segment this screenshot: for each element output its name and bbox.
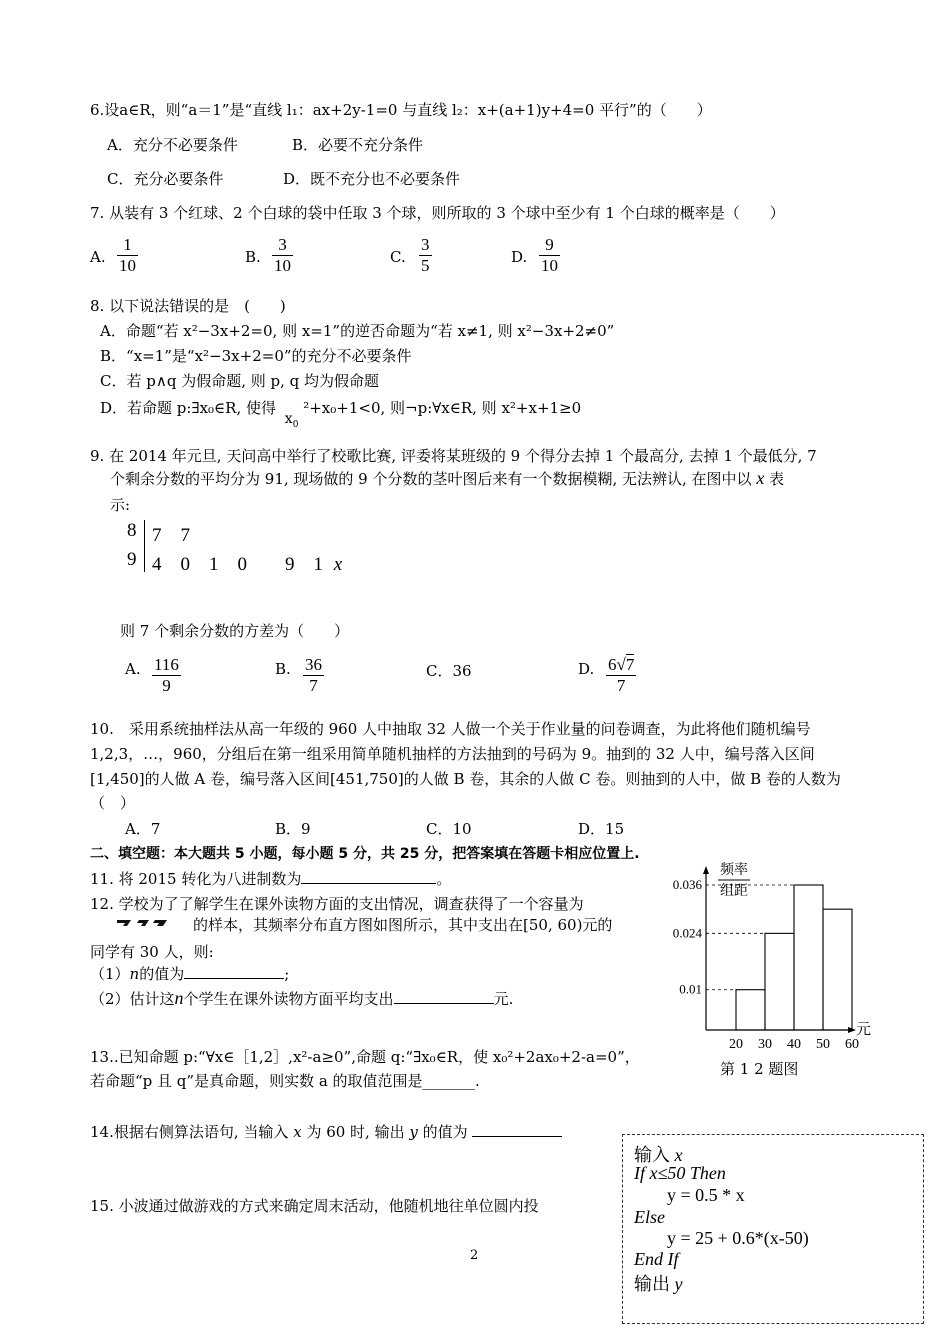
histogram-bar-2: [794, 885, 823, 1030]
q9-a-fraction: [152, 655, 181, 696]
q8-stem: 8. 以下说法错误的是 ( ): [90, 297, 286, 315]
denominator: 10: [119, 256, 136, 275]
q6-option-a: A．充分不必要条件: [107, 136, 238, 154]
q7-c-label: C.: [390, 248, 406, 266]
stem-leaf-leaves-9: [152, 549, 342, 576]
q12-sub1-post: 的值为: [139, 965, 185, 983]
numerator: 3: [278, 235, 287, 254]
x-tick-label-4: 60: [845, 1037, 859, 1052]
q9-b-fraction: [303, 655, 324, 696]
x-tick-label-1: 30: [758, 1037, 772, 1052]
q8-option-d: [100, 397, 582, 430]
numerator: [606, 655, 636, 675]
q14-answer-blank[interactable]: [472, 1136, 562, 1137]
q12-sub1: [90, 963, 289, 984]
q13-line1: 13..已知命题 p:“∀x∈［1,2］,x²-a≥0”,命题 q:“∃x₀∈R，使 x₀²+2ax₀+2-a=0”，: [90, 1048, 640, 1066]
algo-line-3: y = 0.5 * x: [667, 1185, 745, 1205]
radicand: 7: [625, 655, 635, 674]
q9-ask: 则 7 个剩余分数的方差为（ ）: [120, 622, 350, 640]
q11-text: 11. 将 2015 转化为八进制数为: [90, 870, 302, 888]
q10-option-b: B．9: [275, 820, 311, 838]
stem-leaf-divider: [144, 520, 145, 572]
x-tick-label-0: 20: [729, 1037, 743, 1052]
q8-d-sub: 0: [292, 419, 299, 430]
denominator: 9: [152, 675, 181, 696]
q6-stem: 6.设a∈R，则“a＝1”是“直线 l₁：ax+2y-1=0 与直线 l₂：x+(a+1)y+4=0 平行”的（ ）: [90, 101, 712, 119]
q14-post: 的值为: [422, 1123, 468, 1141]
algo-line-6: End If: [634, 1249, 679, 1269]
algo-line-2: If x≤50 Then: [634, 1163, 726, 1183]
algo-l7-pre: 输出: [634, 1274, 675, 1294]
q7-b-fraction: [272, 235, 293, 276]
q8-d-x0: [284, 411, 299, 430]
q9-b-label: B.: [275, 660, 291, 678]
histogram-bar-3: [823, 909, 852, 1030]
q9-a-label: A.: [125, 660, 141, 678]
q6-option-c: C．充分必要条件: [107, 170, 224, 188]
algo-l1-pre: 输入: [634, 1145, 675, 1165]
chart-caption: 第 1 2 题图: [720, 1060, 799, 1078]
q11-end: 。: [436, 870, 452, 888]
denominator: 10: [274, 256, 291, 275]
stem-leaf-leaves-8: 7 7: [152, 525, 191, 546]
q8-option-a: A．命题“若 x²−3x+2=0, 则 x=1”的逆否命题为“若 x≠1, 则 x²−3x+2≠0”: [100, 322, 615, 340]
q6-option-b: B．必要不充分条件: [292, 136, 424, 154]
q9-line3: 示:: [110, 496, 131, 514]
q9-line2-text: 个剩余分数的平均分为 91, 现场做的 9 个分数的茎叶图后来有一个数据模糊, 无法辨认, 在图中以: [110, 470, 752, 488]
q12-sub2: [90, 988, 513, 1009]
x-axis-label: 元: [856, 1022, 872, 1038]
q14-var-y: y: [409, 1123, 418, 1141]
q14: [90, 1121, 562, 1142]
q7-stem: 7. 从装有 3 个红球、2 个白球的袋中任取 3 个球，则所取的 3 个球中至少有 1 个白球的概率是（ ）: [90, 204, 785, 222]
section-2-title: 二、填空题：本大题共 5 小题，每小题 5 分，共 25 分，把答案填在答题卡相应位置上.: [90, 846, 640, 862]
coefficient: 6: [608, 655, 617, 674]
q13-line2: 若命题“p 且 q”是真命题，则实数 a 的取值范围是_______.: [90, 1072, 480, 1090]
y-tick-label-0: 0.01: [679, 981, 702, 997]
frequency-histogram: [660, 862, 880, 1057]
q14-var-x: x: [293, 1123, 302, 1141]
q9-line1: 9. 在 2014 年元旦, 天问高中举行了校歌比赛, 评委将某班级的 9 个得分去掉 1 个最高分, 去掉 1 个最低分, 7: [90, 447, 817, 465]
q12-sub1-blank[interactable]: [184, 978, 284, 979]
algo-line-4: Else: [634, 1207, 665, 1227]
algo-l7-var: y: [674, 1274, 683, 1294]
q12-sub2-var: n: [174, 988, 184, 1008]
q15: 15. 小波通过做游戏的方式来确定周末活动，他随机地往单位圆内投: [90, 1197, 539, 1215]
numerator: 3: [421, 235, 430, 254]
numerator: 1: [123, 235, 132, 254]
q12-line2: 的样本，其频率分布直方图如图所示，其中支出在[50, 60)元的: [193, 916, 613, 934]
denominator: 7: [606, 675, 636, 696]
q12-sub1-var: n: [129, 965, 140, 983]
q10-line4: （ ）: [90, 794, 136, 812]
q9-line2-var: x: [756, 468, 765, 488]
q12-sub2-pre: （2）估计这: [90, 990, 175, 1008]
q7-c-fraction: [419, 235, 432, 276]
q11: [90, 868, 451, 889]
q10-line2: 1,2,3，…，960，分组后在第一组采用简单随机抽样的方法抽到的号码为 9。抽到的 32 人中，编号落入区间: [90, 745, 815, 763]
q8-d-x: x: [284, 411, 293, 427]
denominator: 10: [541, 256, 558, 275]
q10-line3: [1,450]的人做 A 卷，编号落入区间[451,750]的人做 B 卷，其余的人做 C 卷。则抽到的人中，做 B 卷的人数为: [90, 770, 841, 788]
q10-option-a: A．7: [125, 820, 161, 838]
histogram-bar-0: [736, 990, 765, 1030]
q14-pre: 14.根据右侧算法语句, 当输入: [90, 1123, 289, 1141]
stem-leaf-stem-9: 9: [127, 549, 137, 570]
q12-sub2-end: 元.: [493, 990, 514, 1008]
y-axis-arrow-icon: [703, 866, 709, 874]
stem-leaf-stem-8: 8: [127, 520, 137, 541]
y-tick-label-2: 0.036: [672, 877, 702, 892]
y-tick-label-1: 0.024: [672, 925, 702, 941]
sqrt-icon: √: [616, 655, 626, 674]
q7-d-label: D.: [511, 248, 528, 266]
x-tick-label-3: 50: [816, 1037, 830, 1052]
leaves-9-values: 4 0 1 0 9 1: [152, 554, 324, 575]
q7-a-fraction: [117, 235, 138, 276]
q12-sub2-blank[interactable]: [394, 1003, 494, 1004]
q12-line3: 同学有 30 人，则:: [90, 943, 214, 961]
numerator: 9: [545, 235, 554, 254]
q9-line2: [110, 468, 784, 489]
q8-option-c: C．若 p∧q 为假命题, 则 p, q 均为假命题: [100, 372, 380, 390]
q12-line1: 12. 学校为了了解学生在课外读物方面的支出情况，调查获得了一个容量为: [90, 895, 584, 913]
q6-option-d: D．既不充分也不必要条件: [283, 170, 461, 188]
histogram-bar-1: [765, 933, 794, 1030]
y-label-top: 频率: [720, 863, 748, 878]
leaves-9-unknown: x: [333, 554, 343, 575]
algo-line-7: [634, 1270, 683, 1296]
q8-d-pre: D．若命题 p:∃x₀∈R, 使得: [100, 399, 276, 417]
denominator: 5: [421, 256, 430, 275]
q12-sub1-end: ;: [284, 965, 290, 983]
q9-line2-end: 表: [769, 470, 785, 488]
algo-line-5: y = 25 + 0.6*(x-50): [667, 1228, 809, 1248]
blurred-sample-size-mark: [117, 918, 167, 928]
q7-a-label: A.: [90, 248, 106, 266]
numerator: 36: [305, 655, 322, 674]
q14-mid: 为 60 时, 输出: [306, 1123, 405, 1141]
q12-sub1-pre: （1）: [90, 965, 130, 983]
page-number: 2: [470, 1248, 479, 1263]
q9-d-label: D.: [578, 660, 595, 678]
y-label-bottom: 组距: [720, 884, 748, 899]
numerator: 116: [154, 655, 179, 674]
denominator: 7: [303, 675, 324, 696]
q11-answer-blank[interactable]: [301, 883, 436, 884]
q8-d-post: ²+x₀+1<0, 则¬p:∀x∈R, 则 x²+x+1≥0: [303, 399, 582, 417]
algo-l1-var: x: [674, 1145, 683, 1165]
q12-sub2-post: 个学生在课外读物方面平均支出: [183, 990, 394, 1008]
q8-option-b: B．“x=1”是“x²−3x+2=0”的充分不必要条件: [100, 347, 412, 365]
q7-d-fraction: [539, 235, 560, 276]
q10-option-d: D．15: [578, 820, 625, 838]
q7-b-label: B.: [245, 248, 261, 266]
q9-d-fraction: [606, 655, 636, 696]
x-tick-label-2: 40: [787, 1037, 801, 1052]
q10-option-c: C．10: [426, 820, 472, 838]
q9-c-option: C．36: [426, 662, 472, 680]
q10-line1: 10. 采用系统抽样法从高一年级的 960 人中抽取 32 人做一个关于作业量的问卷调查，为此将他们随机编号: [90, 720, 811, 738]
